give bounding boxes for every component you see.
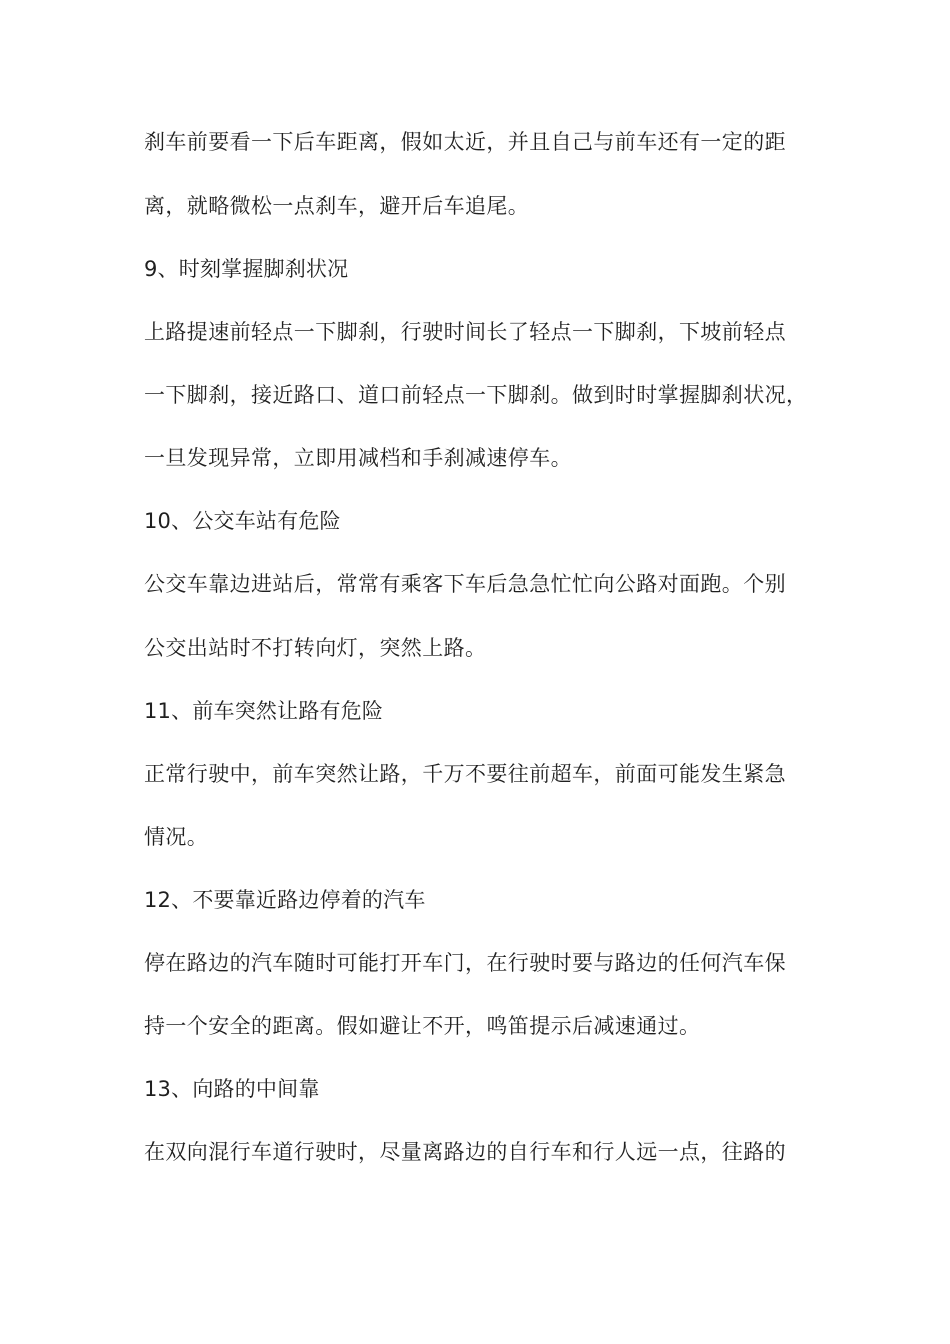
paragraph-line: 公交出站时不打转向灯，突然上路。 [144, 636, 487, 660]
section-heading: 12、不要靠近路边停着的汽车 [144, 888, 426, 912]
paragraph-line: 一下脚刹，接近路口、道口前轻点一下脚刹。做到时时掌握脚刹状况， [144, 383, 808, 407]
section-heading: 11、前车突然让路有危险 [144, 699, 384, 723]
paragraph-line: 一旦发现异常，立即用减档和手刹减速停车。 [144, 446, 572, 470]
paragraph-line: 公交车靠边进站后，常常有乘客下车后急急忙忙向公路对面跑。个别 [144, 572, 786, 596]
section-heading: 9、时刻掌握脚刹状况 [144, 257, 349, 281]
section-heading: 10、公交车站有危险 [144, 509, 341, 533]
paragraph-line: 停在路边的汽车随时可能打开车门，在行驶时要与路边的任何汽车保 [144, 951, 786, 975]
paragraph-line: 正常行驶中，前车突然让路，千万不要往前超车，前面可能发生紧急 [144, 762, 786, 786]
paragraph-line: 刹车前要看一下后车距离，假如太近，并且自己与前车还有一定的距 [144, 130, 786, 154]
paragraph-line: 在双向混行车道行驶时，尽量离路边的自行车和行人远一点，往路的 [144, 1140, 786, 1164]
paragraph-line: 持一个安全的距离。假如避让不开，鸣笛提示后减速通过。 [144, 1014, 701, 1038]
section-heading: 13、向路的中间靠 [144, 1077, 320, 1101]
paragraph-line: 离，就略微松一点刹车，避开后车追尾。 [144, 194, 530, 218]
paragraph-line: 上路提速前轻点一下脚刹，行驶时间长了轻点一下脚刹，下坡前轻点 [144, 320, 786, 344]
paragraph-line: 情况。 [144, 825, 209, 849]
